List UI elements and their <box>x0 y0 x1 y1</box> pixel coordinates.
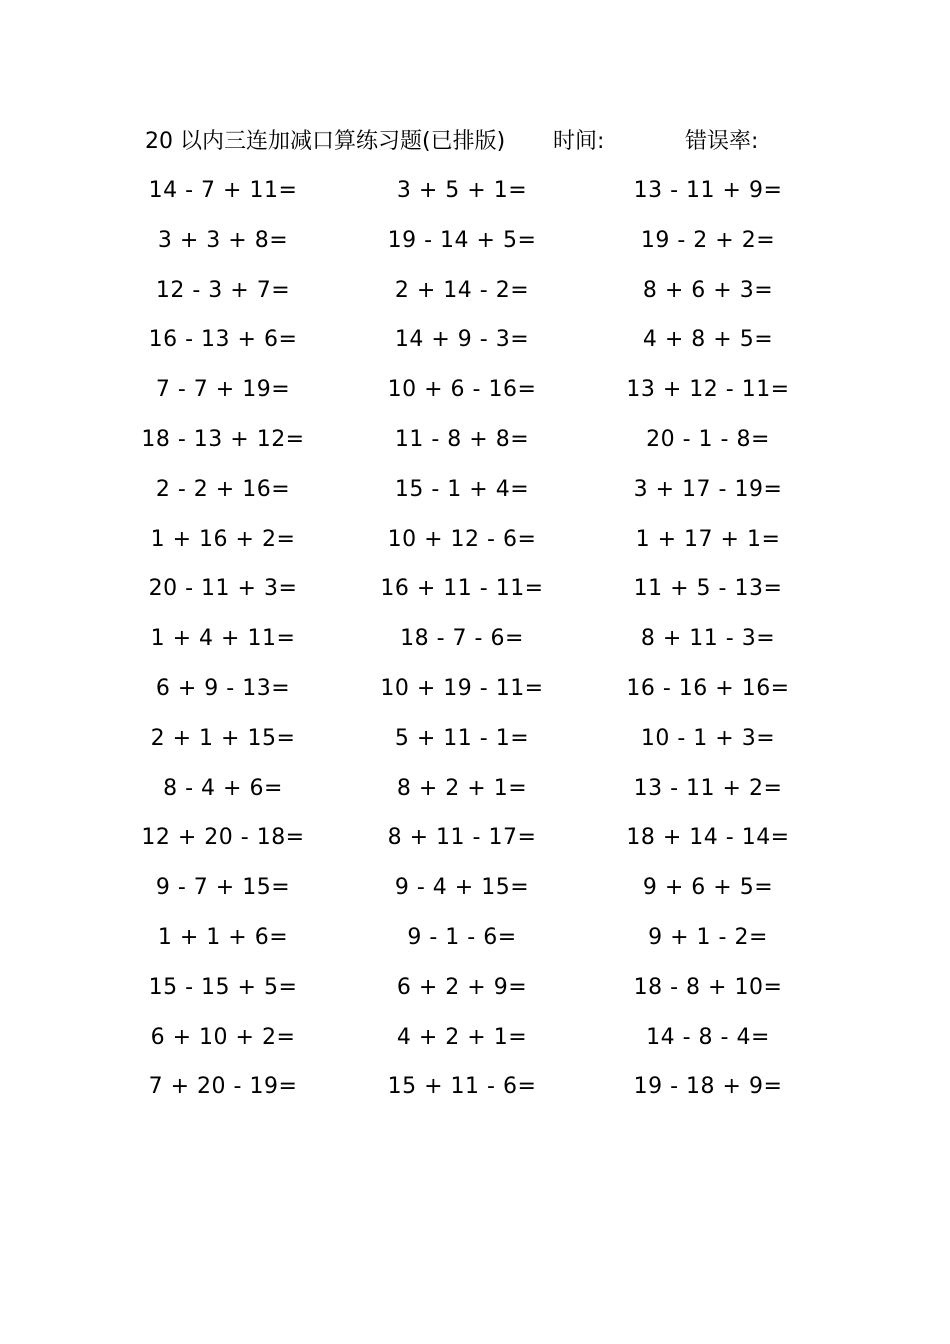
problem-row <box>0 664 950 714</box>
problem-row <box>0 266 950 316</box>
math-problem: 3 + 17 - 19= <box>633 476 783 502</box>
problem-row <box>0 614 950 664</box>
math-problem: 20 - 1 - 8= <box>646 426 770 452</box>
math-problem: 6 + 9 - 13= <box>155 675 291 701</box>
math-problem: 14 + 9 - 3= <box>394 327 530 353</box>
math-problem: 2 + 14 - 2= <box>394 277 530 303</box>
math-problem: 10 + 6 - 16= <box>387 377 537 403</box>
math-problem: 8 + 11 - 3= <box>640 626 776 652</box>
math-problem: 12 + 20 - 18= <box>141 825 305 851</box>
math-problem: 16 - 13 + 6= <box>148 327 298 353</box>
math-problem: 13 + 12 - 11= <box>626 377 790 403</box>
math-problem: 10 + 19 - 11= <box>380 675 544 701</box>
problem-row <box>0 315 950 365</box>
math-problem: 19 - 14 + 5= <box>387 227 537 253</box>
math-problem: 10 + 12 - 6= <box>387 526 537 552</box>
math-problem: 8 + 11 - 17= <box>387 825 537 851</box>
problem-row <box>0 764 950 814</box>
math-problem: 18 - 8 + 10= <box>633 974 783 1000</box>
math-problem: 20 - 11 + 3= <box>148 576 298 602</box>
math-problem: 2 - 2 + 16= <box>155 476 291 502</box>
math-problem: 8 + 2 + 1= <box>396 775 528 801</box>
error-rate-label: 错误率: <box>685 129 759 154</box>
math-problem: 19 - 2 + 2= <box>640 227 776 253</box>
math-problem: 19 - 18 + 9= <box>633 1074 783 1100</box>
math-problem: 11 - 8 + 8= <box>394 426 530 452</box>
math-problem: 6 + 2 + 9= <box>396 974 528 1000</box>
math-problem: 15 - 15 + 5= <box>148 974 298 1000</box>
math-problem: 1 + 4 + 11= <box>150 626 296 652</box>
problem-row <box>0 863 950 913</box>
problem-row <box>0 564 950 614</box>
math-problem: 18 - 13 + 12= <box>141 426 305 452</box>
math-problem: 9 - 7 + 15= <box>155 875 291 901</box>
math-problem: 8 + 6 + 3= <box>642 277 774 303</box>
math-problem: 14 - 7 + 11= <box>148 178 298 203</box>
math-problem: 18 + 14 - 14= <box>626 825 790 851</box>
math-problem: 10 - 1 + 3= <box>640 725 776 751</box>
math-problem: 4 + 8 + 5= <box>642 327 774 353</box>
problem-row <box>0 963 950 1013</box>
math-problem: 2 + 1 + 15= <box>150 725 296 751</box>
math-problem: 3 + 5 + 1= <box>396 178 528 203</box>
worksheet-title: 20 以内三连加减口算练习题(已排版) <box>145 129 506 154</box>
math-problem: 15 + 11 - 6= <box>387 1074 537 1100</box>
problem-row <box>0 913 950 963</box>
math-problem: 9 - 1 - 6= <box>407 924 517 950</box>
math-problem: 5 + 11 - 1= <box>394 725 530 751</box>
math-problem: 6 + 10 + 2= <box>150 1024 296 1050</box>
math-problem: 4 + 2 + 1= <box>396 1024 528 1050</box>
math-problem: 13 - 11 + 2= <box>633 775 783 801</box>
problem-row <box>0 415 950 465</box>
math-problem: 7 - 7 + 19= <box>155 377 291 403</box>
math-problem: 18 - 7 - 6= <box>400 626 524 652</box>
math-problem: 9 - 4 + 15= <box>394 875 530 901</box>
problem-row <box>0 515 950 565</box>
problem-row <box>0 365 950 415</box>
math-problem: 12 - 3 + 7= <box>155 277 291 303</box>
math-problem: 13 - 11 + 9= <box>633 178 783 203</box>
math-problem: 3 + 3 + 8= <box>157 227 289 253</box>
math-problem: 1 + 16 + 2= <box>150 526 296 552</box>
problem-row <box>0 1013 950 1063</box>
worksheet-header <box>145 124 785 160</box>
math-problem: 1 + 1 + 6= <box>157 924 289 950</box>
problem-row <box>0 813 950 863</box>
math-problem: 9 + 1 - 2= <box>648 924 768 950</box>
problem-grid <box>0 166 950 1112</box>
time-label: 时间: <box>553 129 605 154</box>
math-problem: 9 + 6 + 5= <box>642 875 774 901</box>
problem-row <box>0 216 950 266</box>
math-problem: 11 + 5 - 13= <box>633 576 783 602</box>
math-problem: 14 - 8 - 4= <box>646 1024 770 1050</box>
problem-row <box>0 465 950 515</box>
math-problem: 15 - 1 + 4= <box>394 476 530 502</box>
problem-row <box>0 166 950 216</box>
problem-row <box>0 1062 950 1112</box>
problem-row <box>0 714 950 764</box>
math-problem: 7 + 20 - 19= <box>148 1074 298 1100</box>
math-problem: 16 - 16 + 16= <box>626 675 790 701</box>
math-problem: 1 + 17 + 1= <box>635 526 781 552</box>
math-problem: 16 + 11 - 11= <box>380 576 544 602</box>
math-problem: 8 - 4 + 6= <box>163 775 283 801</box>
